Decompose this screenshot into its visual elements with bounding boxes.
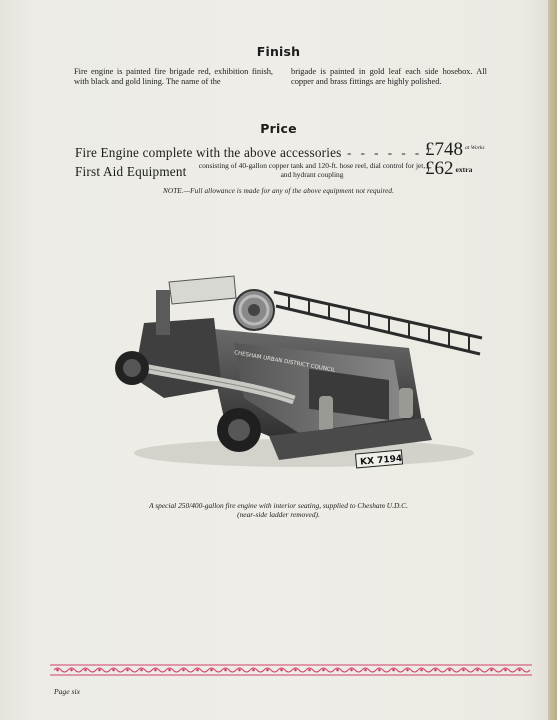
border-motif [54,668,68,672]
fire-engine-photo [104,268,504,478]
price-item-description: consisting of 40-gallon copper tank and 120-ft. hose reel, dial control for jet, and hydrant coupling [198,161,426,179]
border-dot [140,669,143,672]
border-dot [154,669,157,672]
border-motif [306,668,320,672]
border-motif [278,668,292,672]
number-plate: KX 7194 [359,453,403,468]
border-dot [504,669,507,672]
border-motif [138,668,152,672]
price-note: NOTE.—Full allowance is made for any of the above equipment not required. [163,187,394,195]
border-dot [462,669,465,672]
border-motif [362,668,376,672]
border-dot [112,669,115,672]
border-dot [350,669,353,672]
border-dot [56,669,59,672]
border-dot [448,669,451,672]
page-edge [548,0,557,720]
border-motif [432,668,446,672]
price-item-label: First Aid Equipment [75,164,187,179]
border-motif [110,668,124,672]
border-motif [208,668,222,672]
price-item-label: Fire Engine complete with the above accessories [75,145,342,160]
finish-text-column-1: Fire engine is painted fire brigade red, exhibition finish, with black and gold lining. The name of the [74,67,273,87]
border-dot [252,669,255,672]
price-suffix: at Works [465,145,485,151]
border-dot [210,669,213,672]
price-amount [425,158,472,180]
border-dot [378,669,381,672]
border-dot [84,669,87,672]
border-motif [516,668,530,672]
price-heading: Price [260,121,297,136]
border-motif [82,668,96,672]
price-value: £62 [425,158,454,179]
border-motif [124,668,138,672]
price-row-first-aid [75,158,495,184]
border-motif [292,668,306,672]
border-motif [474,668,488,672]
border-dot [168,669,171,672]
body-lettering: CHESHAM URBAN DISTRICT COUNCIL [233,350,336,374]
border-dot [476,669,479,672]
border-dot [294,669,297,672]
border-motif [348,668,362,672]
border-motif [166,668,180,672]
border-dot [70,669,73,672]
price-leader-dashes: - - - - - - [347,145,423,160]
border-dot [336,669,339,672]
border-dot [266,669,269,672]
border-motif [250,668,264,672]
border-motif [446,668,460,672]
border-motif [68,668,82,672]
border-motif [334,668,348,672]
finish-text-column-2: brigade is painted in gold leaf each side hosebox. All copper and brass fittings are highly polished. [291,67,487,87]
border-dot [238,669,241,672]
caption-line-1: A special 250/400-gallon fire engine with interior seating, supplied to Chesham U.D.C. [149,501,408,510]
border-motif [418,668,432,672]
border-motif [320,668,334,672]
border-dot [518,669,521,672]
border-dot [182,669,185,672]
border-motif [96,668,110,672]
border-dot [308,669,311,672]
border-motif [222,668,236,672]
border-dot [406,669,409,672]
decorative-border [50,664,532,676]
border-motif [404,668,418,672]
border-motif [152,668,166,672]
border-motif [180,668,194,672]
border-motif [502,668,516,672]
border-motif [460,668,474,672]
page-number: Page six [54,687,80,696]
border-dot [434,669,437,672]
border-motif [390,668,404,672]
border-dot [364,669,367,672]
border-dot [280,669,283,672]
border-dot [490,669,493,672]
photo-caption [0,501,557,519]
border-motif [488,668,502,672]
border-dot [196,669,199,672]
border-dot [98,669,101,672]
border-dot [126,669,129,672]
caption-line-2: (near-side ladder removed). [237,510,320,519]
price-suffix: extra [455,165,473,174]
border-motif [194,668,208,672]
border-dot [420,669,423,672]
border-dot [322,669,325,672]
border-motif [264,668,278,672]
border-dot [392,669,395,672]
border-dot [224,669,227,672]
border-motif [236,668,250,672]
price-value: £748 [425,139,463,160]
finish-heading: Finish [256,44,301,59]
border-motif [376,668,390,672]
